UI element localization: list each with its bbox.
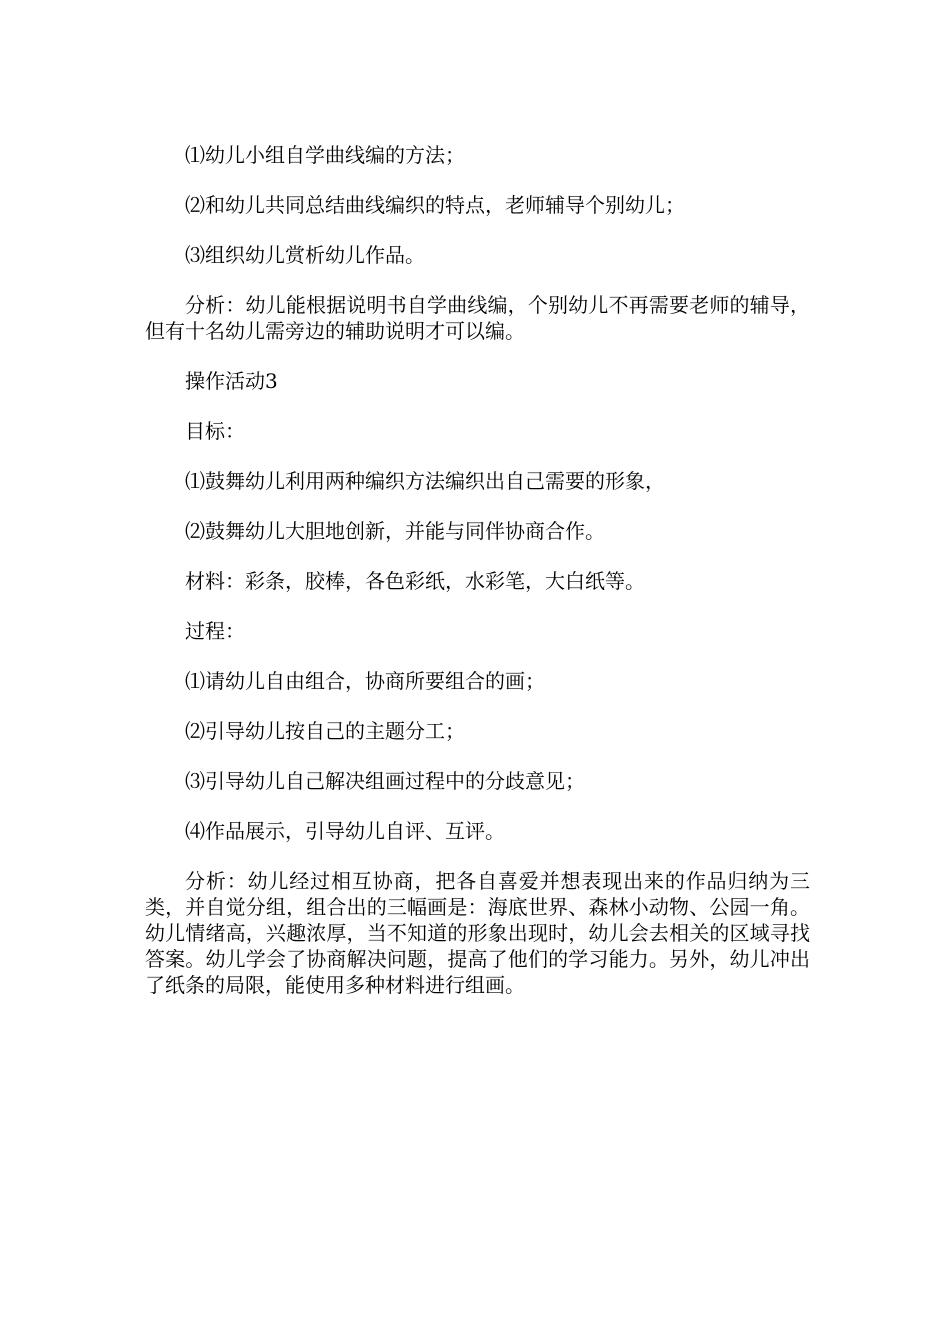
analysis-paragraph-2: 分析：幼儿经过相互协商，把各自喜爱并想表现出来的作品归纳为三类，并自觉分组，组合出的三幅画是：海底世界、森林小动物、公园一角。幼儿情绪高，兴趣浓厚，当不知道的形象出现时，幼儿会去相关的区域寻找答案。幼儿学会了协商解决问题，提高了他们的学习能力。另外，幼儿冲出了纸条的局限，能使用多种材料进行组画。 (145, 869, 810, 997)
process-step-4-text: ⑷作品展示，引导幼儿自评、互评。 (185, 819, 505, 843)
goal-1-text: ⑴鼓舞幼儿利用两种编织方法编织出自己需要的形象， (185, 469, 665, 493)
goals-label: 目标： (185, 419, 245, 443)
materials-text: 材料：彩条，胶棒，各色彩纸，水彩笔，大白纸等。 (185, 569, 645, 593)
process-step-3-text: ⑶引导幼儿自己解决组画过程中的分歧意见； (185, 769, 585, 793)
step-2-text: ⑵和幼儿共同总结曲线编织的特点，老师辅导个别幼儿； (185, 193, 685, 217)
process-label: 过程： (185, 619, 245, 643)
process-step-1-text: ⑴请幼儿自由组合，协商所要组合的画； (185, 669, 545, 693)
goal-2-text: ⑵鼓舞幼儿大胆地创新，并能与同伴协商合作。 (185, 519, 605, 543)
step-1-text: ⑴幼儿小组自学曲线编的方法； (185, 143, 465, 167)
analysis-paragraph-1: 分析：幼儿能根据说明书自学曲线编，个别幼儿不再需要老师的辅导，但有十名幼儿需旁边的辅助说明才可以编。 (145, 293, 810, 343)
activity-3-heading: 操作活动3 (185, 369, 278, 393)
step-3-text: ⑶组织幼儿赏析幼儿作品。 (185, 243, 425, 267)
process-step-2-text: ⑵引导幼儿按自己的主题分工； (185, 719, 465, 743)
document-page (145, 142, 810, 998)
